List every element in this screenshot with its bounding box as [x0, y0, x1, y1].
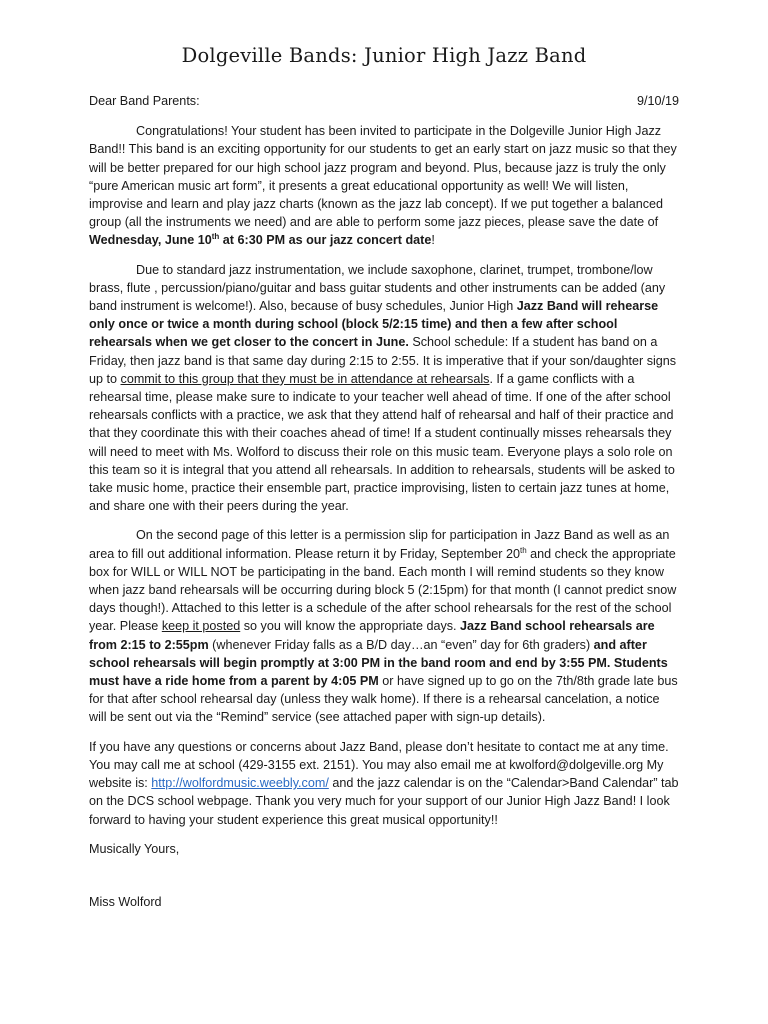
p4-text-a: If you have any questions or concerns about Jazz Band, please don’t hesitate to contact me at any time. You may call me at school (429-3155 ext. 2151). You may also email me at kwolford@dolgeville.org My website is: [89, 739, 669, 791]
concert-date-time: at 6:30 PM as our jazz concert date [219, 233, 432, 248]
p3-text-a: On the second page of this letter is a permission slip for participation in Jazz Band as well as an area to fill out additional information. Please return it by Friday, September 20 [89, 528, 670, 561]
paragraph-rehearsals [89, 261, 679, 516]
keep-posted-text: keep it posted [161, 619, 241, 634]
letter-date: 9/10/19 [636, 94, 679, 108]
concert-date-ordinal: th [211, 232, 220, 242]
school-rehearsal-times: Jazz Band school rehearsals are from 2:15 to 2:55pm [89, 619, 655, 652]
p3-text-d: so you will know the appropriate days. [240, 619, 461, 634]
deadline-ordinal: th [519, 545, 527, 555]
paragraph-invitation [89, 122, 679, 249]
p2-text-a: Due to standard jazz instrumentation, we include saxophone, clarinet, trumpet, trombone/low brass, flute , percussion/piano/guitar and bass guitar students and other instruments can be added (any band instrument is welcome!). Also, because of busy schedules, Junior High [89, 262, 666, 314]
commitment-text: commit to this group that they must be in attendance at rehearsals [120, 371, 490, 386]
p1-end: ! [431, 233, 435, 248]
rehearsal-frequency-text: Jazz Band will rehearse only once or twice a month during school (block 5/2:15 time) and then a few after school rehearsals when we get closer to the concert in June. [89, 299, 659, 350]
after-school-rehearsal-times: and after school rehearsals will begin promptly at 3:00 PM in the band room and end by 3:55 PM. Students must have a ride home from a parent by 4:05 PM [89, 637, 668, 689]
p4-text-b: and the jazz calendar is on the “Calendar>Band Calendar” tab on the DCS school webpage. Thank you very much for your support of our Junior High Jazz Band! I look forward to having your student experience this great musical opportunity!! [89, 776, 679, 827]
paragraph-permission-slip [89, 526, 679, 726]
website-link[interactable]: http://wolfordmusic.weebly.com/ [151, 776, 329, 791]
page-title: Dolgeville Bands: Junior High Jazz Band [181, 44, 587, 67]
p3-text-b: and check the appropriate box for WILL or WILL NOT be participating in the band. Each month I will remind students so they know when jazz band rehearsals will be occurring during block 5 (2:15pm) for that month (I cannot predict snow days though!). Attached to this letter is a schedule of the after school rehearsals for the rest of the school year. Please [89, 546, 677, 634]
p1-text: Congratulations! Your student has been invited to participate in the Dolgeville Junior High Jazz Band!! This band is an exciting opportunity for our students to get an early start on jazz music so that they will be better prepared for our high school jazz program and beyond. Plus, because jazz is truly the only “pure American music art form”, it presents a great educational opportunity as well! We will listen, improvise and learn and play jazz charts (known as the jazz lab concept). If we put together a balanced group (all the instruments we need) and are able to perform some jazz pieces, please save the date of [89, 124, 677, 230]
salutation: Dear Band Parents: [89, 94, 200, 108]
closing: Musically Yours, [89, 841, 180, 856]
concert-date-day: Wednesday, June 10 [89, 233, 212, 248]
p2-text-c: School schedule: If a student has band on a Friday, then jazz band is that same day during 2:15 to 2:55. It is imperative that if your son/daughter signs up to [89, 335, 677, 386]
concert-date-text [89, 233, 431, 247]
p3-text-f: (whenever Friday falls as a B/D day…an “even” day for 6th graders) [208, 637, 594, 652]
letter-body [89, 92, 679, 911]
paragraph-contact [89, 738, 679, 829]
letter-header [89, 92, 679, 110]
p3-text-h: or have signed up to go on the 7th/8th grade late bus for that after school rehearsal day (unless they walk home). If there is a rehearsal cancelation, a notice will be sent out via the “Remind” service (see attached paper with sign-up details). [89, 674, 678, 725]
p2-text-e: . If a game conflicts with a rehearsal time, please make sure to indicate to your teacher well ahead of time. If one of the after school rehearsals conflicts with a practice, we ask that they attend half of rehearsal and half of their practice and that they coordinate this with their coaches ahead of time! If a student continually misses rehearsals they will need to meet with Ms. Wolford to discuss their role on this music team. Everyone plays a solo role on this team so it is integral that you attend all rehearsals. In addition to rehearsals, students will be asked to take music home, practice their ensemble part, practice improvising, listen to certain jazz tunes at home, and share one with their peers during the year. [89, 371, 675, 514]
signature: Miss Wolford [89, 894, 162, 909]
